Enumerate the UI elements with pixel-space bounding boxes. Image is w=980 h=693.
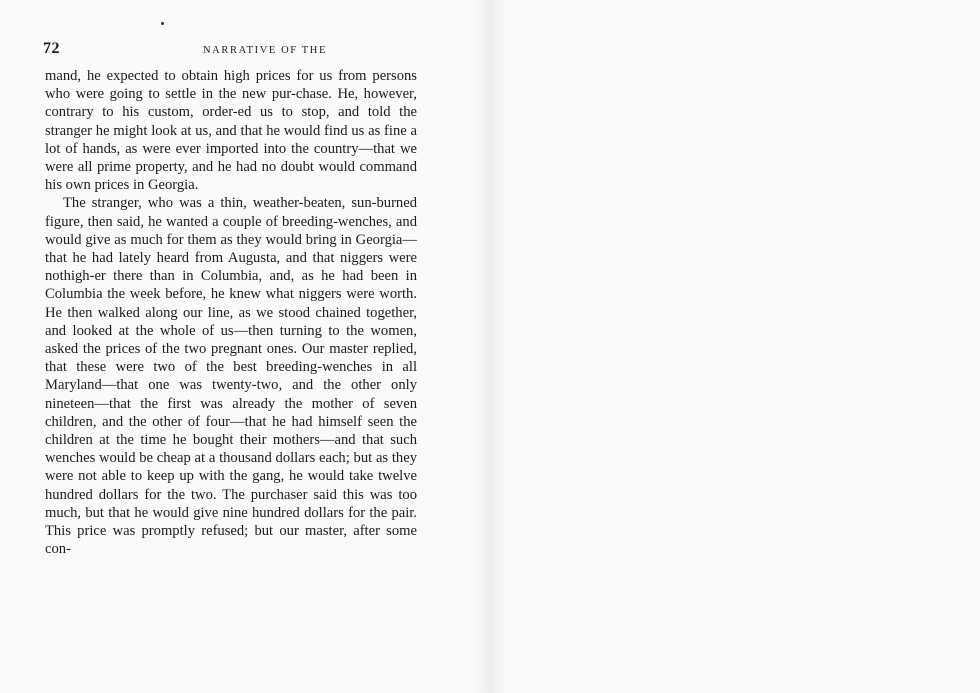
left-paragraph-2: The stranger, who was a thin, weather-beaten, sun-burned figure, then said, he wanted a couple of breeding-wenches, and would give as much for them as they would bring in Georgia—that he had lately heard from Augusta, and that niggers were nothigh-er there than in Columbia, and, as he had been in Columbia the week before, he knew what niggers were worth. He then walked along our line, as we stood chained together, and looked at the whole of us—then turning to the women, asked the prices of the two pregnant ones. Our master replied, that these were two of the best breeding-wenches in all Maryland—that one was twenty-two, and the other only nineteen—that the first was already the mother of seven children, and the other of four—that he had himself seen the children at the time he bought their mothers—and that such wenches would be cheap at a thousand dollars each; but as they were not able to keep up with the gang, he would take twelve hundred dollars for the two. The purchaser said this was too much, but that he would give nine hundred dollars for the pair. This price was promptly refused; but our master, after some con- xyxy=(45,195,417,558)
left-page-number: 72 xyxy=(43,40,60,57)
right-page xyxy=(490,0,980,693)
left-page-body xyxy=(45,67,417,558)
left-paragraph-1: mand, he expected to obtain high prices for us from persons who were going to settle in the new pur-chase. He, however, contrary to his custom, order-ed us to stop, and told the stranger he might look at us, and that he would find us as fine a lot of hands, as were ever imported into the country—that we were all prime property, and he had no doubt would command his own prices in Georgia. xyxy=(45,68,417,194)
left-page-header xyxy=(43,40,430,58)
left-running-head: NARRATIVE OF THE xyxy=(203,45,327,56)
